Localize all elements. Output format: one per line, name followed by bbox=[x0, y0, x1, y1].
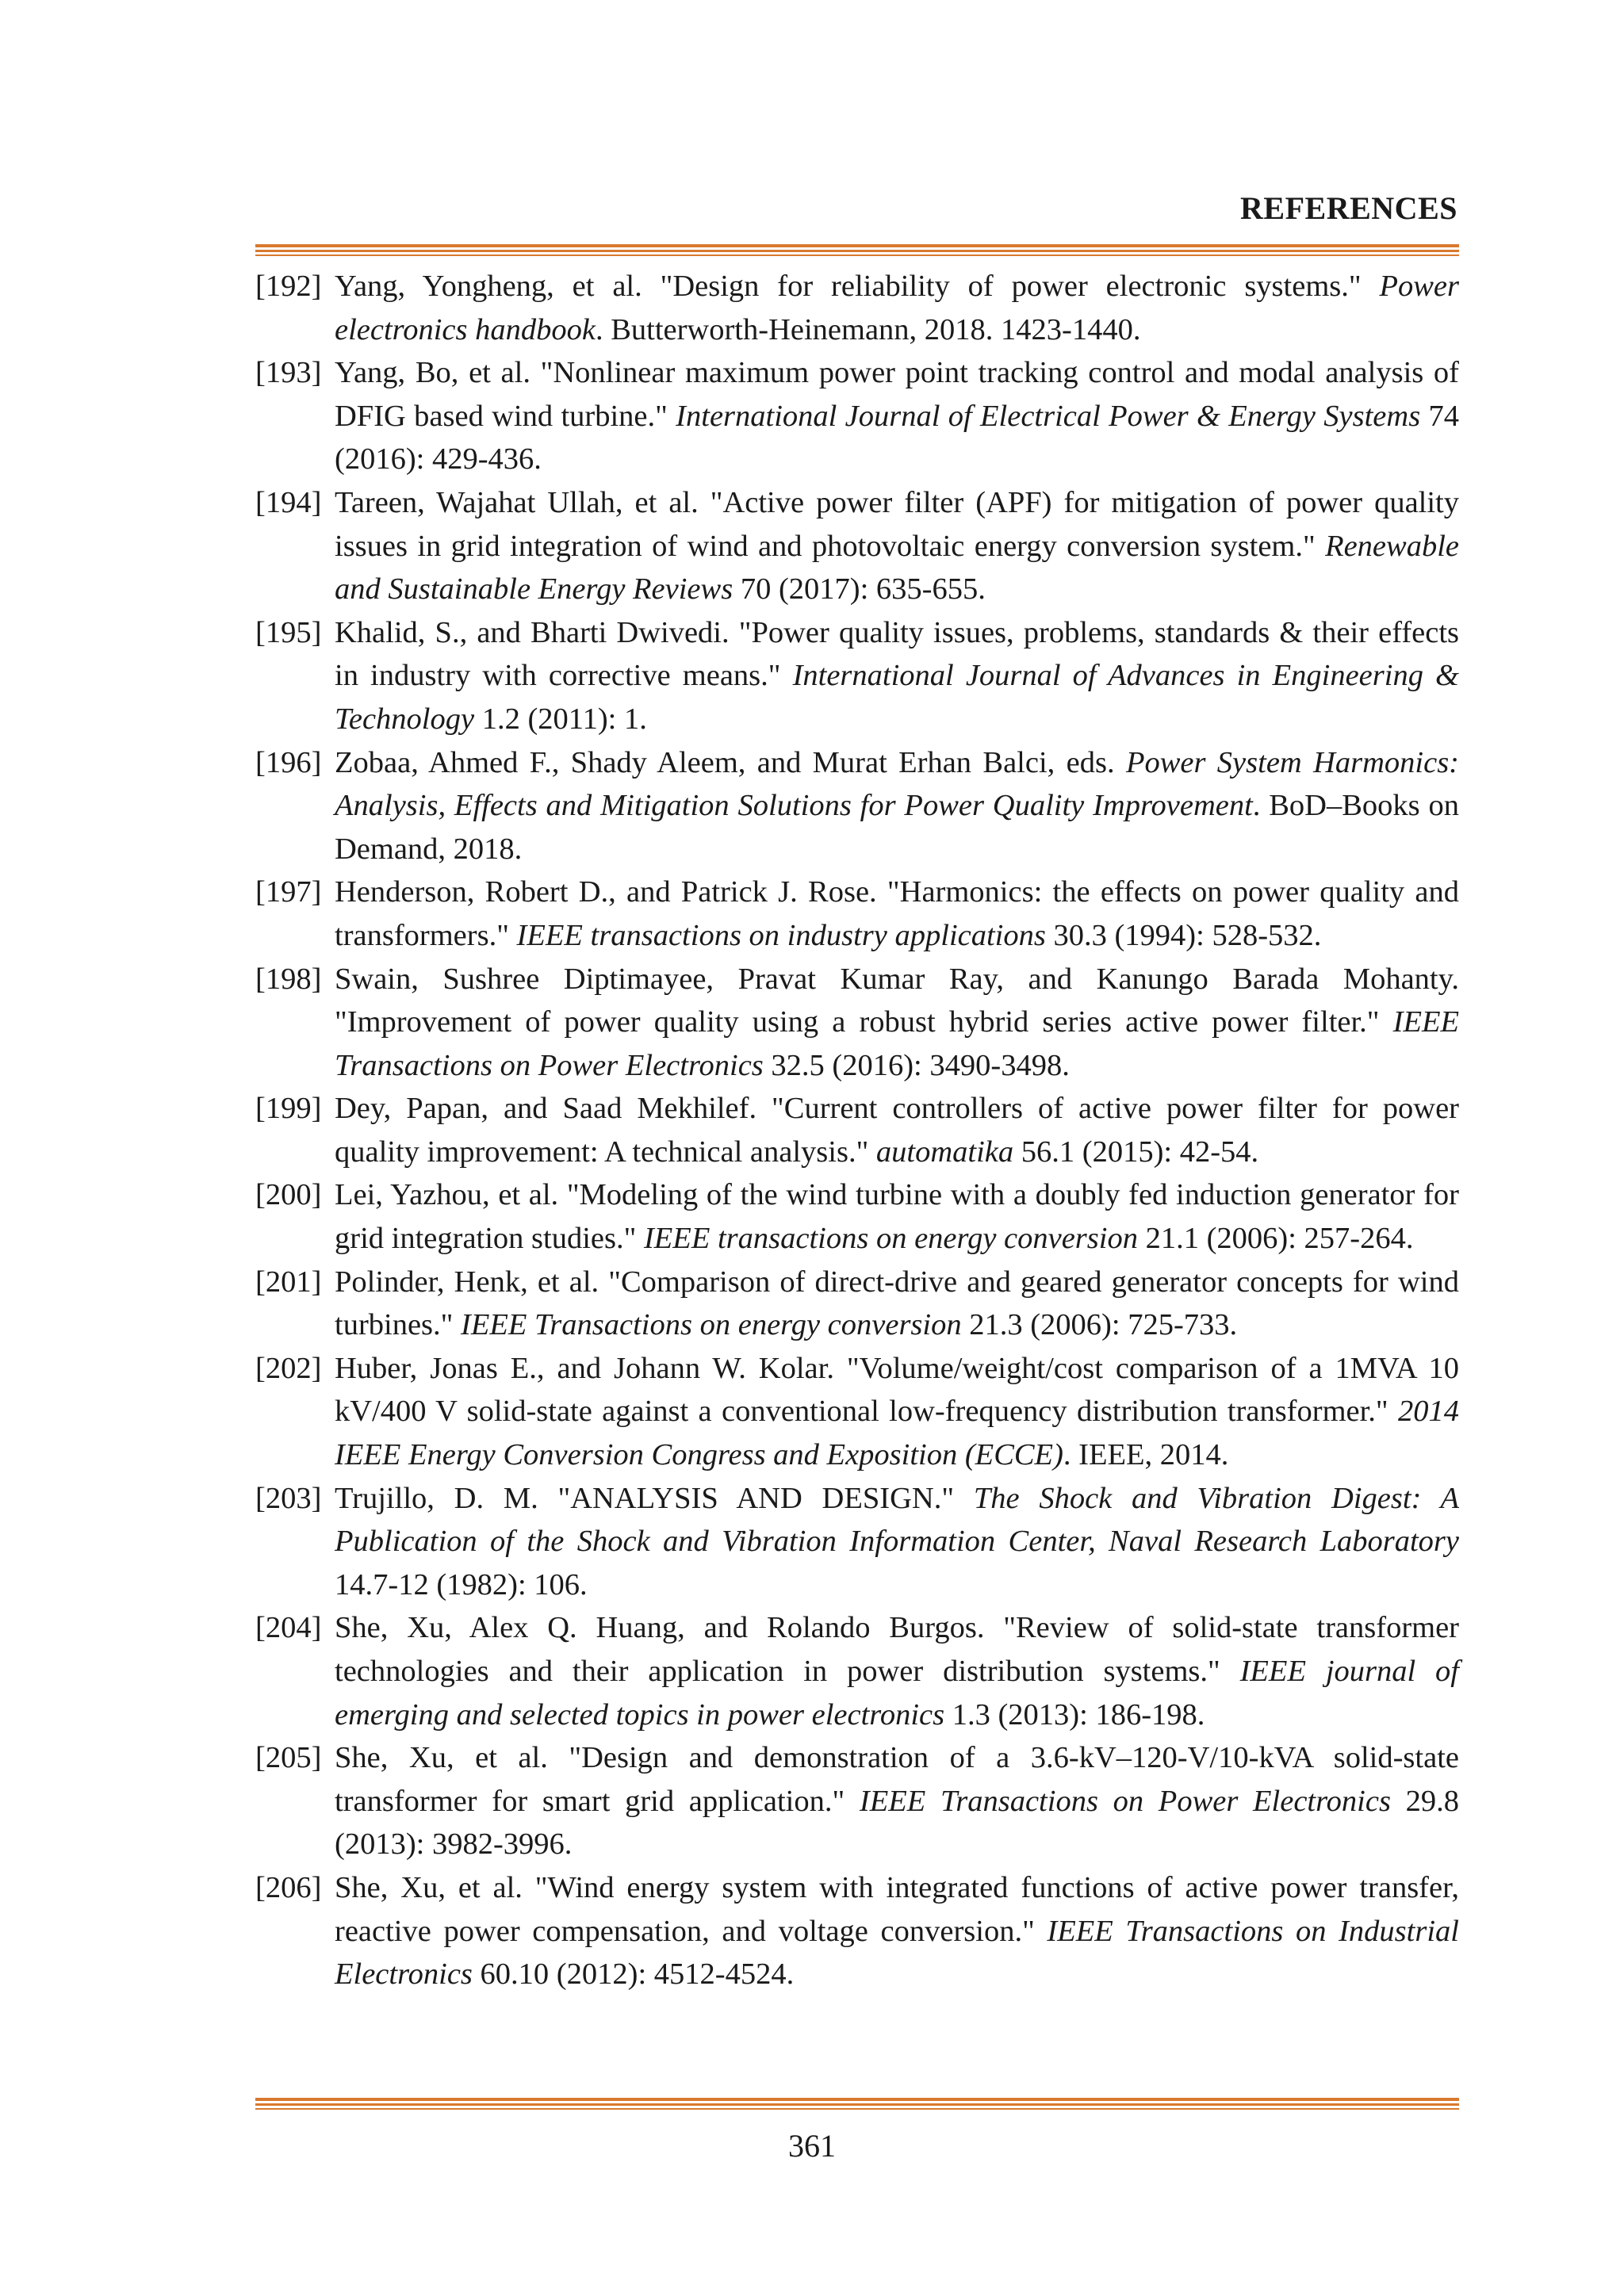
page-number: 361 bbox=[788, 2128, 836, 2164]
reference-item bbox=[255, 1866, 1459, 1996]
reference-item bbox=[255, 1606, 1459, 1736]
reference-text: She, Xu, et al. "Design and demonstration of a 3.6-kV–120-V/10-kVA solid-state transformer for smart grid application." IEEE Transactions on Power Electronics 29.8 (2013): 3982-3996. bbox=[335, 1741, 1460, 1862]
reference-number: [198] bbox=[255, 962, 322, 996]
reference-item bbox=[255, 871, 1459, 957]
reference-item bbox=[255, 481, 1459, 611]
reference-item bbox=[255, 265, 1459, 351]
reference-number: [193] bbox=[255, 356, 322, 390]
reference-item bbox=[255, 351, 1459, 481]
reference-text: She, Xu, Alex Q. Huang, and Rolando Burgos. "Review of solid-state transformer technologies and their application in power distribution systems." IEEE journal of emerging and selected topics in power electronics 1.3 (2013): 186-198. bbox=[335, 1611, 1459, 1732]
reference-number: [195] bbox=[255, 615, 322, 649]
reference-number: [194] bbox=[255, 485, 322, 519]
reference-item bbox=[255, 611, 1459, 741]
reference-text: Huber, Jonas E., and Johann W. Kolar. "Volume/weight/cost comparison of a 1MVA 10 kV/400 V solid-state against a conventional low-frequency distribution transformer." 2014 IEEE Energy Conversion Congress and Exposition (ECCE). IEEE, 2014. bbox=[335, 1351, 1459, 1472]
reference-text: Khalid, S., and Bharti Dwivedi. "Power quality issues, problems, standards & their effects in industry with corrective means." International Journal of Advances in Engineering & Technology 1.2 (2011): 1. bbox=[335, 615, 1459, 736]
reference-number: [197] bbox=[255, 875, 322, 909]
reference-text: Yang, Bo, et al. "Nonlinear maximum power point tracking control and modal analysis of DFIG based wind turbine." International Journal of Electrical Power & Energy Systems 74 (2016): 429-436. bbox=[335, 356, 1460, 476]
header-rule bbox=[255, 244, 1459, 257]
reference-text: Henderson, Robert D., and Patrick J. Rose. "Harmonics: the effects on power quality and transformers." IEEE transactions on industry applications 30.3 (1994): 528-532. bbox=[335, 875, 1459, 952]
reference-text: Polinder, Henk, et al. "Comparison of direct-drive and geared generator concepts for wind turbines." IEEE Transactions on energy conversion 21.3 (2006): 725-733. bbox=[335, 1265, 1459, 1342]
reference-item bbox=[255, 1736, 1459, 1866]
reference-text: Swain, Sushree Diptimayee, Pravat Kumar Ray, and Kanungo Barada Mohanty. "Improvement of power quality using a robust hybrid series active power filter." IEEE Transactions on Power Electronics 32.5 (2016): 3490-3498. bbox=[335, 962, 1459, 1082]
reference-item bbox=[255, 1173, 1459, 1260]
reference-text: Trujillo, D. M. "ANALYSIS AND DESIGN." The Shock and Vibration Digest: A Publication of the Shock and Vibration Information Center, Naval Research Laboratory 14.7-12 (1982): 106. bbox=[335, 1481, 1459, 1601]
reference-number: [196] bbox=[255, 745, 322, 779]
reference-number: [204] bbox=[255, 1611, 322, 1645]
reference-number: [200] bbox=[255, 1178, 322, 1212]
reference-number: [192] bbox=[255, 270, 322, 303]
reference-item bbox=[255, 1347, 1459, 1477]
reference-text: She, Xu, et al. "Wind energy system with integrated functions of active power transfer, reactive power compensation, and voltage conversion." IEEE Transactions on Industrial Electronics 60.10 (2012): 4512-4524. bbox=[335, 1870, 1459, 1992]
reference-text: Yang, Yongheng, et al. "Design for reliability of power electronic systems." Power electronics handbook. Butterworth-Heinemann, 2018. 1423-1440. bbox=[335, 270, 1459, 346]
reference-text: Zobaa, Ahmed F., Shady Aleem, and Murat Erhan Balci, eds. Power System Harmonics: Analysis, Effects and Mitigation Solutions for Power Quality Improvement. BoD–Books on Demand, 2018. bbox=[335, 745, 1459, 866]
reference-text: Dey, Papan, and Saad Mekhilef. "Current controllers of active power filter for power quality improvement: A technical analysis." automatika 56.1 (2015): 42-54. bbox=[335, 1092, 1459, 1169]
reference-list bbox=[255, 265, 1459, 1996]
reference-number: [205] bbox=[255, 1741, 322, 1775]
reference-item bbox=[255, 1087, 1459, 1173]
page-header-title: REFERENCES bbox=[1240, 190, 1457, 226]
reference-number: [199] bbox=[255, 1092, 322, 1126]
reference-number: [201] bbox=[255, 1265, 322, 1299]
reference-item bbox=[255, 741, 1459, 871]
reference-item bbox=[255, 1261, 1459, 1347]
reference-item bbox=[255, 958, 1459, 1088]
reference-text: Lei, Yazhou, et al. "Modeling of the wind turbine with a doubly fed induction generator for grid integration studies." IEEE transactions on energy conversion 21.1 (2006): 257-264. bbox=[335, 1178, 1459, 1256]
footer-rule bbox=[255, 2098, 1459, 2110]
reference-number: [206] bbox=[255, 1870, 322, 1904]
reference-number: [202] bbox=[255, 1351, 322, 1385]
reference-item bbox=[255, 1477, 1459, 1607]
reference-number: [203] bbox=[255, 1481, 322, 1515]
reference-text: Tareen, Wajahat Ullah, et al. "Active power filter (APF) for mitigation of power quality issues in grid integration of wind and photovoltaic energy conversion system." Renewable and Sustainable Energy Reviews 70 (2017): 635-655. bbox=[335, 485, 1459, 607]
